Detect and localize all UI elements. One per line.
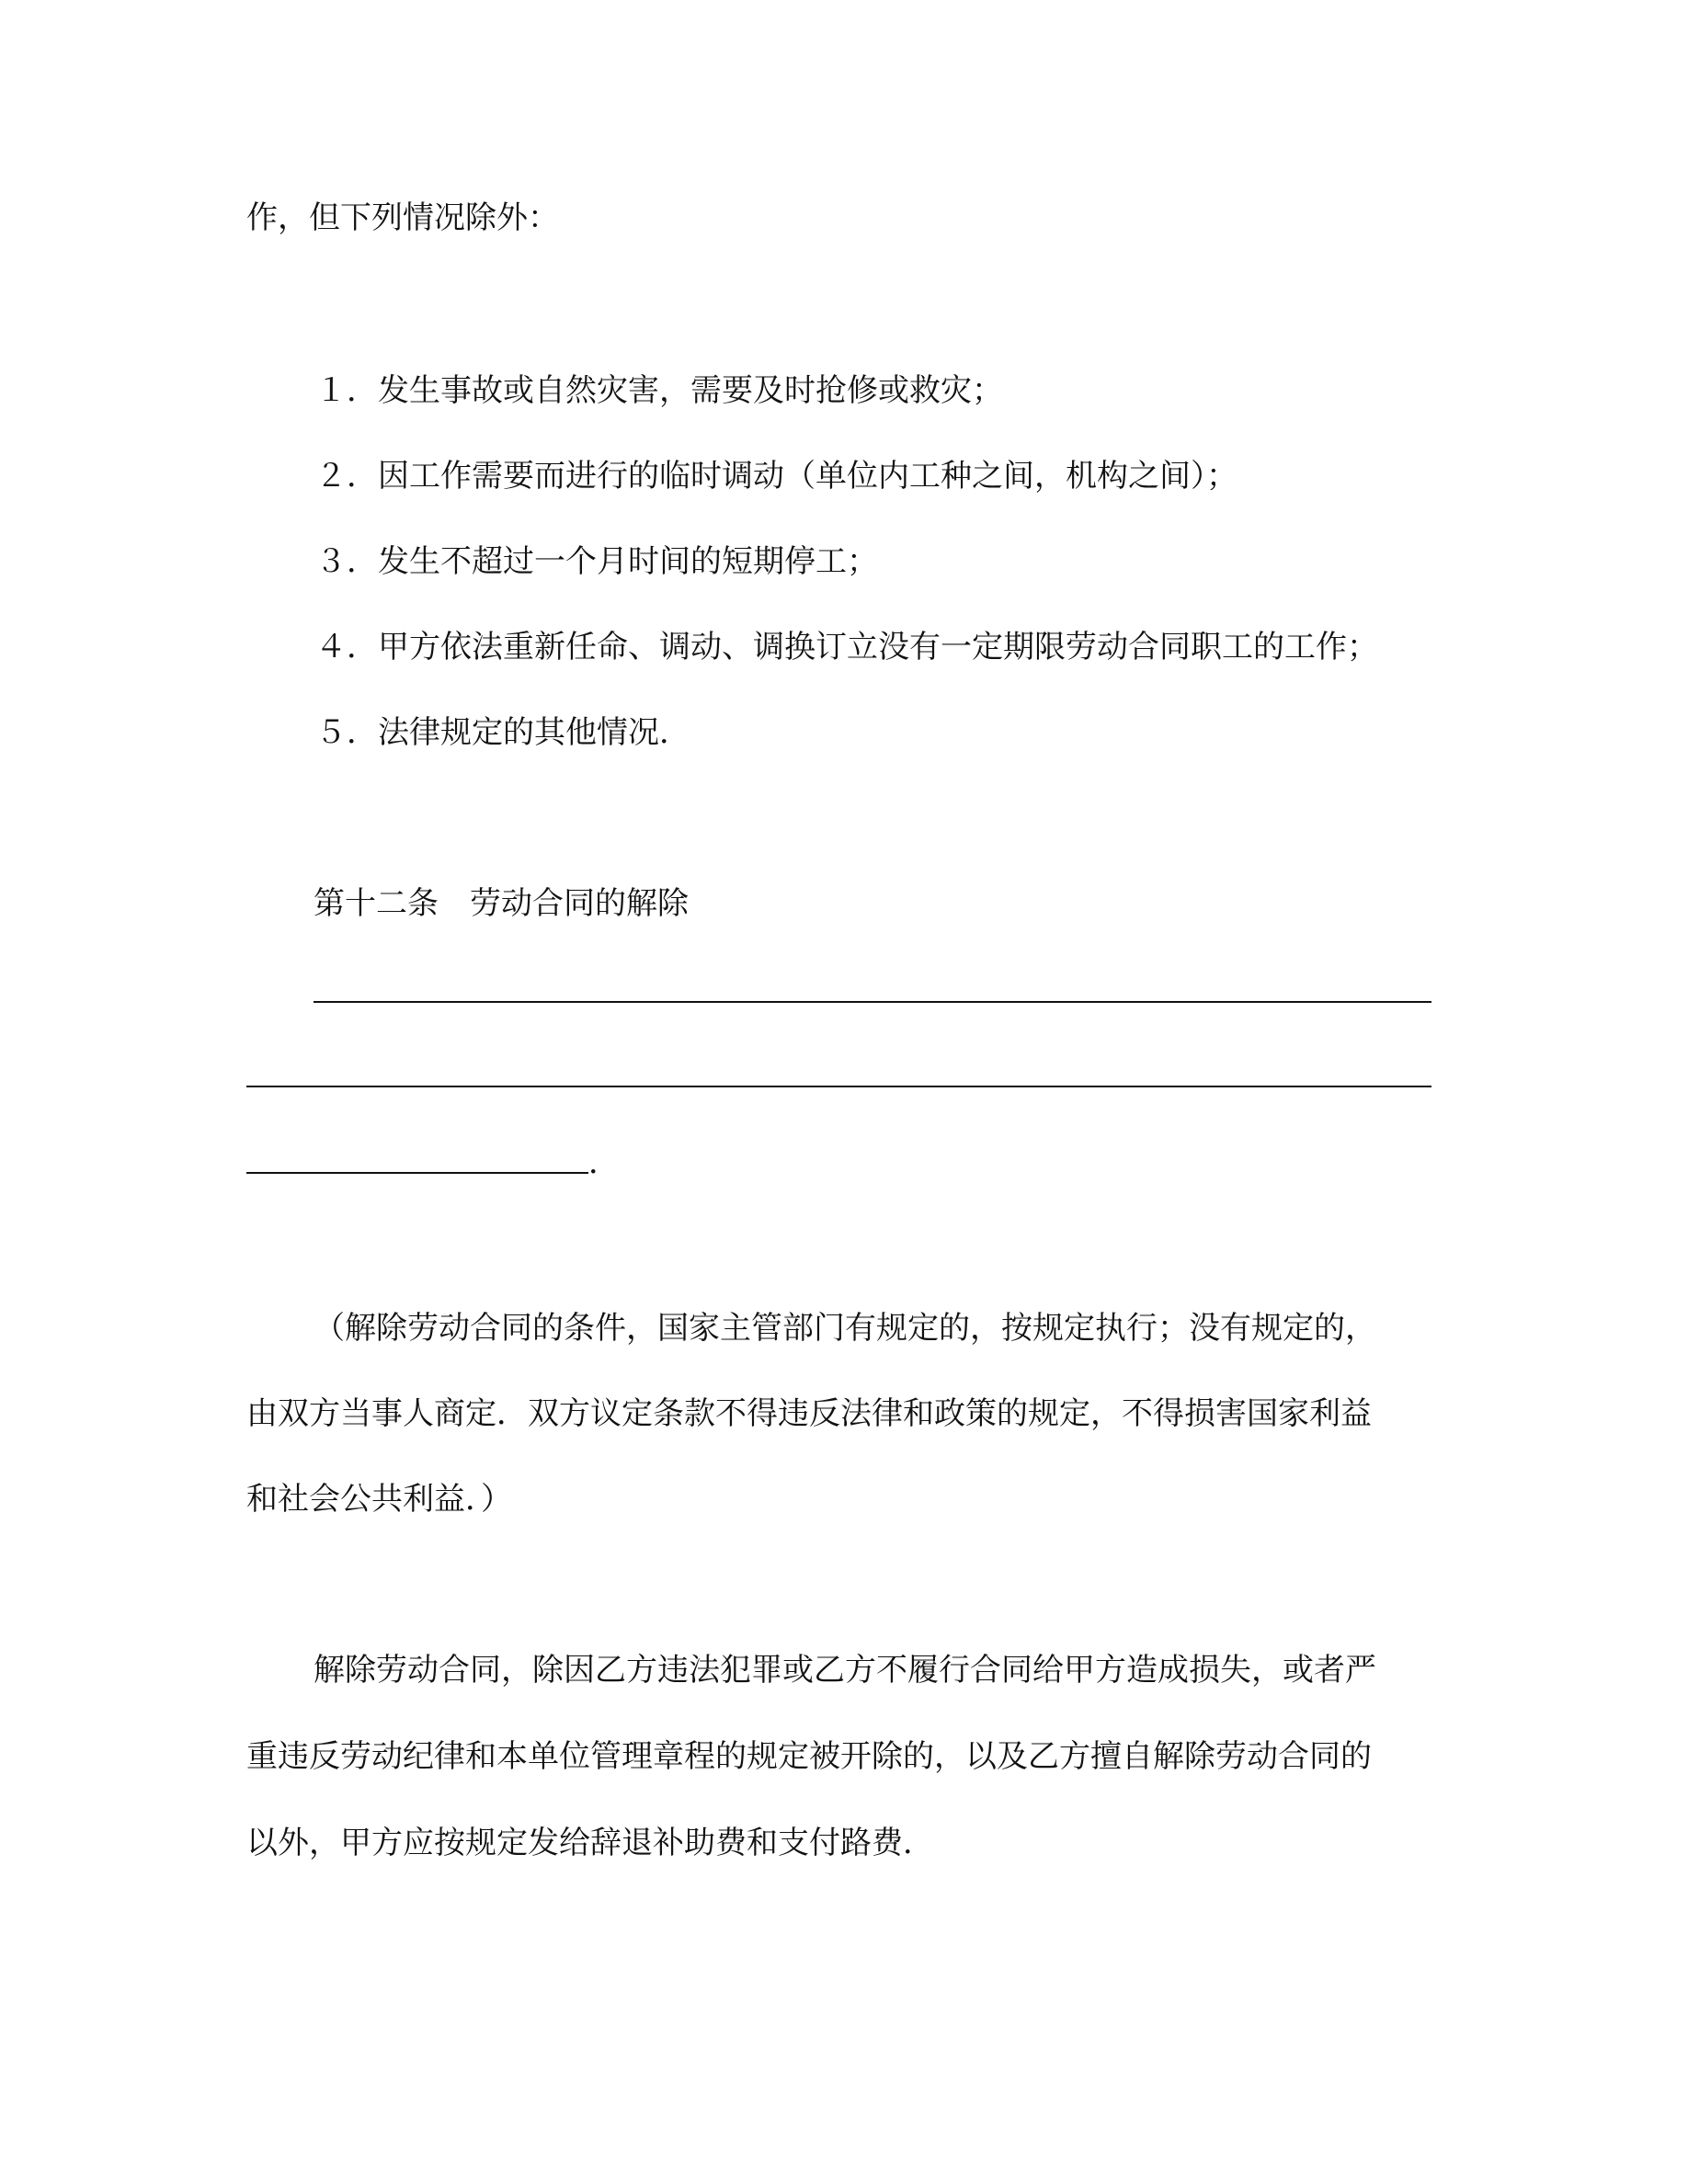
- list-item: ４．甲方依法重新任命、调动、调换订立没有一定期限劳动合同职工的工作；: [315, 629, 1378, 665]
- note-line: 由双方当事人商定．双方议定条款不得违反法律和政策的规定，不得损害国家利益: [246, 1395, 1372, 1432]
- list-item: ３．发生不超过一个月时间的短期停工；: [315, 543, 878, 580]
- note-line: 和社会公共利益．）: [246, 1481, 512, 1518]
- note-line: （解除劳动合同的条件，国家主管部门有规定的，按规定执行；没有规定的，: [314, 1310, 1376, 1347]
- compensation-line: 以外，甲方应按规定发给辞退补助费和支付路费．: [246, 1825, 934, 1861]
- blank-line: [246, 1172, 588, 1174]
- blank-line: [246, 1086, 1431, 1087]
- compensation-line: 重违反劳动纪律和本单位管理章程的规定被开除的，以及乙方擅自解除劳动合同的: [246, 1738, 1372, 1775]
- blank-line: [314, 1001, 1431, 1003]
- compensation-line: 解除劳动合同，除因乙方违法犯罪或乙方不履行合同给甲方造成损失，或者严: [314, 1652, 1376, 1689]
- article-heading: 第十二条 劳动合同的解除: [314, 885, 689, 922]
- blank-end-mark: ．: [588, 1144, 620, 1181]
- list-item: ５．法律规定的其他情况．: [315, 714, 690, 751]
- list-item: １．发生事故或自然灾害，需要及时抢修或救灾；: [315, 372, 1003, 409]
- list-item: ２．因工作需要而进行的临时调动（单位内工种之间，机构之间）；: [315, 458, 1237, 495]
- continuation-text: 作，但下列情况除外：: [246, 199, 559, 236]
